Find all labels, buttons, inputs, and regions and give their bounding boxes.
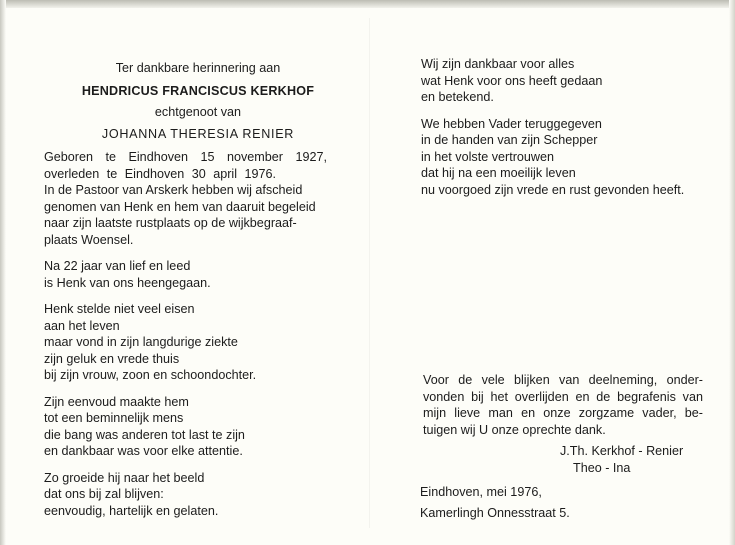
heading: Ter dankbare herinnering aan: [115, 61, 281, 75]
thanks-line: vonden bij het overlijden en de begrafenis van: [423, 389, 703, 404]
verse-block: [421, 56, 711, 106]
verse-line: in de handen van zijn Schepper: [421, 133, 598, 147]
bio-line: In de Pastoor van Arskerk hebben wij afscheid: [44, 183, 303, 197]
signature-block: [560, 443, 710, 476]
verse-line: bij zijn vrouw, zoon en schoondochter.: [44, 368, 257, 382]
signature-children: Theo - Ina: [573, 460, 631, 475]
verse-block: [44, 470, 344, 520]
verse-line: in het volste vertrouwen: [421, 149, 555, 164]
spouse-name: JOHANNA THERESIA RENIER: [101, 126, 295, 141]
bio-line: naar zijn laatste rustplaats op de wijkbegraaf-: [44, 216, 297, 230]
place-block: [420, 484, 680, 521]
bio-line: Geboren te Eindhoven 15 november 1927,: [44, 150, 327, 164]
verse-line: Wij zijn dankbaar voor alles: [421, 57, 575, 71]
thanks-line: Voor de vele blijken van deelneming, onder-: [423, 373, 703, 387]
verse-line: Na 22 jaar van lief en leed: [44, 259, 191, 273]
signature-family: J.Th. Kerkhof - Renier: [560, 444, 684, 458]
verse-line: dat hij na een moeilijk leven: [421, 166, 576, 180]
bio-line: overleden te Eindhoven 30 april 1976.: [44, 166, 276, 181]
bio-line: genomen van Henk en hem van daaruit begeleid: [44, 199, 316, 214]
card-right-edge: [729, 0, 735, 545]
right-panel: [421, 56, 711, 198]
verse-line: dat ons bij zal blijven:: [44, 487, 164, 501]
relation-text: echtgenoot van: [154, 105, 242, 119]
verse-line: eenvoudig, hartelijk en gelaten.: [44, 503, 219, 518]
verse-block: [44, 258, 344, 291]
thanks-line: mijn lieve man en onze zorgzame vader, be-: [423, 406, 703, 420]
card-fold: [369, 18, 370, 528]
verse-block: [44, 301, 344, 384]
address: Kamerlingh Onnesstraat 5.: [420, 505, 570, 520]
card-left-edge: [0, 0, 6, 545]
verse-line: wat Henk voor ons heeft gedaan: [421, 73, 603, 88]
verse-line: Henk stelde niet veel eisen: [44, 302, 195, 316]
verse-line: nu voorgoed zijn vrede en rust gevonden heeft.: [421, 182, 685, 197]
verse-block: [44, 394, 344, 460]
verse-line: Zo groeide hij naar het beeld: [44, 470, 205, 485]
thanks-line: tuigen wij U onze oprechte dank.: [423, 422, 606, 437]
card-top-edge: [0, 0, 735, 8]
verse-line: die bang was anderen tot last te zijn: [44, 427, 245, 442]
verse-line: maar vond in zijn langdurige ziekte: [44, 335, 238, 349]
verse-line: zijn geluk en vrede thuis: [44, 351, 180, 366]
verse-line: tot een beminnelijk mens: [44, 411, 184, 425]
deceased-name: HENDRICUS FRANCISCUS KERKHOF: [81, 83, 315, 98]
bio-line: plaats Woensel.: [44, 232, 134, 247]
verse-line: en dankbaar was voor elke attentie.: [44, 444, 243, 458]
verse-line: is Henk van ons heengegaan.: [44, 275, 211, 290]
verse-block: [421, 116, 711, 199]
verse-line: en betekend.: [421, 90, 494, 104]
verse-line: aan het leven: [44, 318, 120, 333]
thanks-block: [423, 372, 703, 438]
verse-line: We hebben Vader teruggegeven: [421, 116, 602, 131]
place-date: Eindhoven, mei 1976,: [420, 485, 542, 499]
bio-block: [44, 149, 344, 248]
left-panel: [44, 60, 344, 519]
verse-line: Zijn eenvoud maakte hem: [44, 394, 189, 409]
